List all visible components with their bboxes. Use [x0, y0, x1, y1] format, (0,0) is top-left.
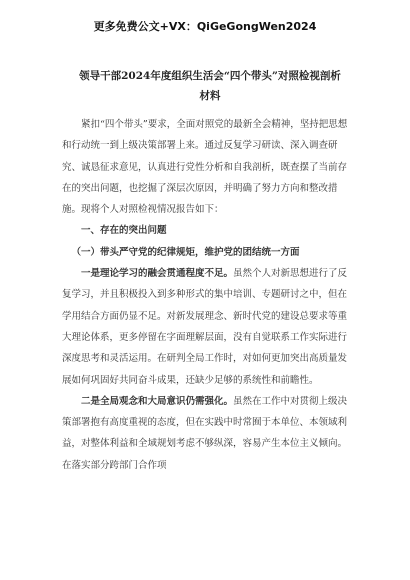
watermark-header: 更多免费公文+VX：QiGeGongWen2024 [93, 20, 317, 33]
document-title-line1: 领导干部2024年度组织生活会“四个带头”对照检视剖析 [79, 70, 341, 82]
point-text-2: 虽然在工作中对贯彻上级决策部署抱有高度重视的态度，但在实践中时常囿于本单位、本领域利益，对整体利益和全域规划考虑不够纵深，容易产生本位主义倾向。在落实部分跨部门合作项 [62, 395, 348, 471]
intro-paragraph: 紧扣“四个带头”要求，全面对照党的最新全会精神，坚持把思想和行动统一到上级决策部署上来。通过反复学习研读、深入调查研究、诚恳征求意见，认真进行党性分析和自我剖析，既查摆了当前存在的突出问题，也挖掘了深层次原因，并明确了努力方向和整改措施。现将个人对照检视情况报告如下： [62, 119, 348, 216]
document-title-line2: 材料 [199, 90, 221, 102]
document-body [62, 114, 352, 476]
point-paragraph-2 [62, 391, 352, 476]
point-lead-2: 二是全局观念和大局意识仍需强化。 [81, 395, 234, 407]
point-paragraph-1 [62, 263, 352, 391]
point-text-1: 虽然个人对新思想进行了反复学习，并且积极投入到多种形式的集中培训、专题研讨之中，但在学用结合方面仍显不足。对新发展理念、新时代党的建设总要求等重大理论体系，更多停留在字面理解层面，没有自觉联系工作实际进行深度思考和灵活运用。在研判全局工作时，对如何更加突出高质量发展如何巩固好共同奋斗成果，还缺少足够的系统性和前瞻性。 [62, 268, 348, 386]
point-lead-1: 一是理论学习的融会贯通程度不足。 [81, 268, 234, 280]
subsection-heading: （一）带头严守党的纪律规矩，维护党的团结统一方面 [71, 246, 300, 258]
section-heading: 一、存在的突出问题 [81, 225, 167, 237]
